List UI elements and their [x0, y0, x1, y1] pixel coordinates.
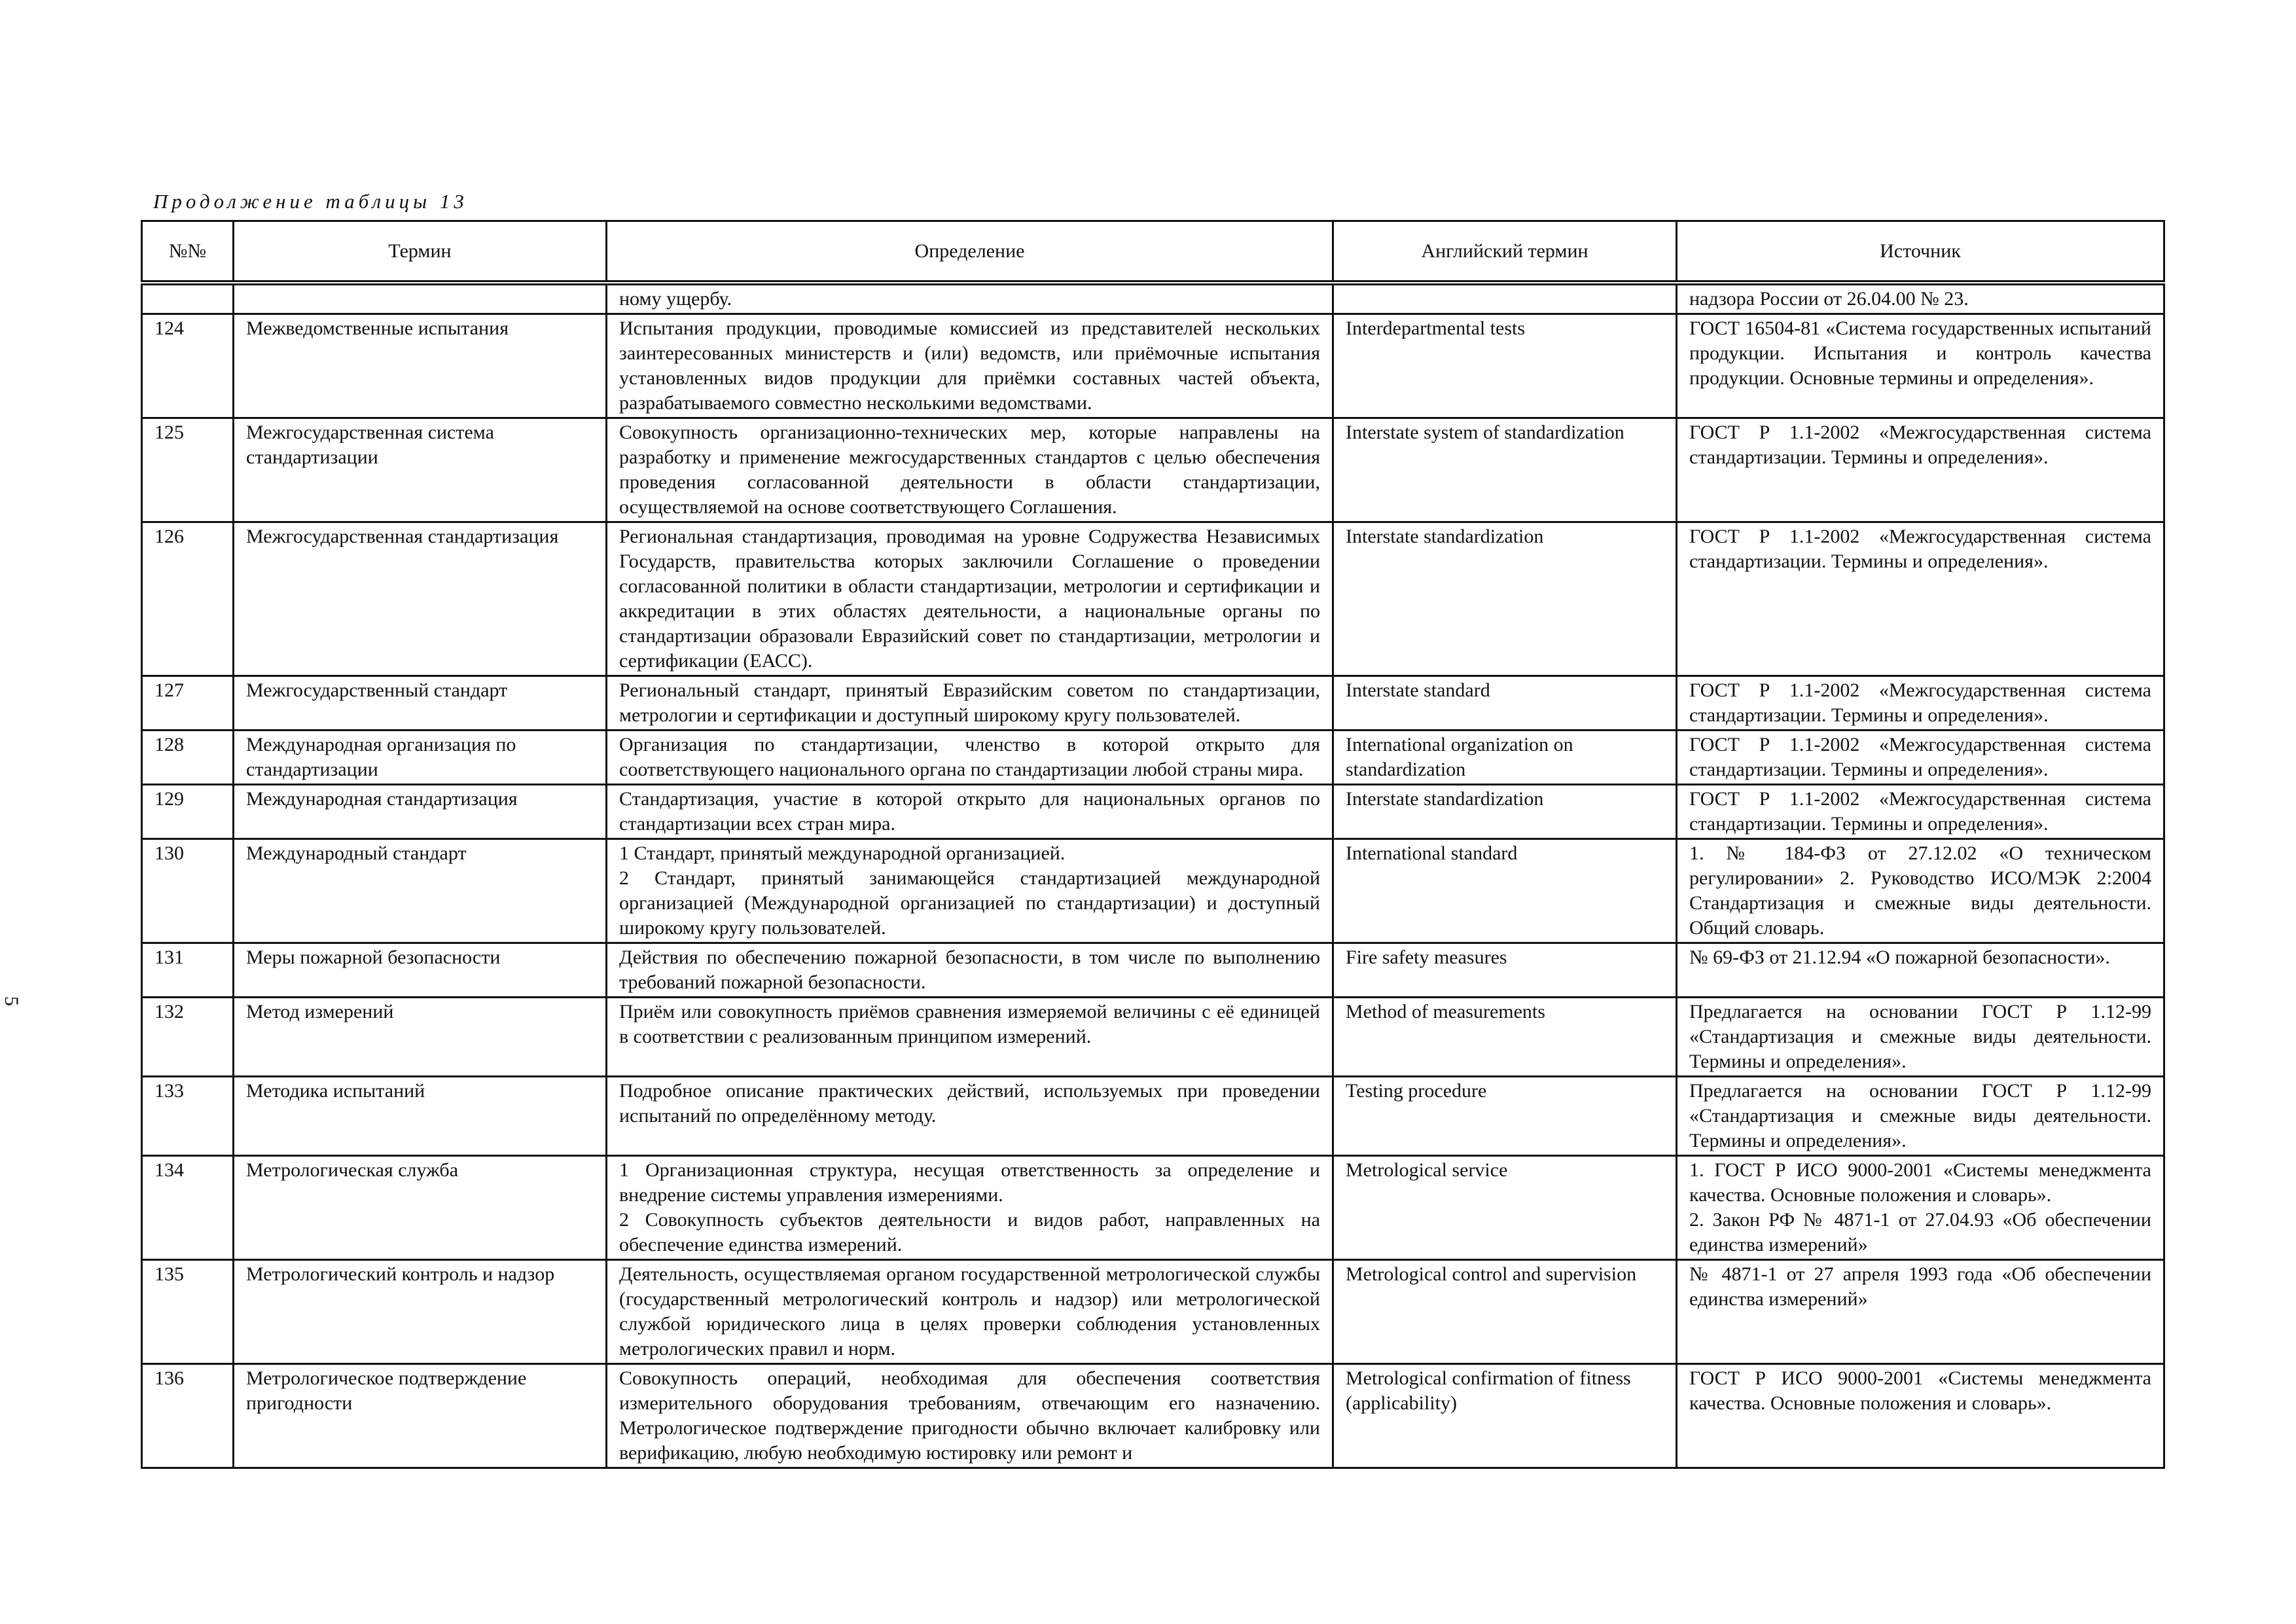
terms-table — [141, 220, 2165, 1469]
row-definition: Приём или совокупность приёмов сравнения измеряемой величины с её единицей в соответствии с реализованным принципом измерений. — [607, 998, 1333, 1077]
page-number: 5 — [1, 996, 22, 1006]
row-definition: 1 Стандарт, принятый международной организацией. 2 Стандарт, принятый занимающейся стандартизацией международной организацией (Международной организацией по стандартизации) и доступный широкому кругу пользователей. — [607, 839, 1333, 943]
row-term: Международная стандартизация — [234, 785, 607, 839]
row-term — [234, 283, 607, 314]
row-number: 127 — [142, 676, 234, 731]
row-term: Международный стандарт — [234, 839, 607, 943]
header-english-term: Английский термин — [1333, 221, 1677, 283]
row-number: 134 — [142, 1156, 234, 1260]
row-number: 130 — [142, 839, 234, 943]
row-source: Предлагается на основании ГОСТ Р 1.12-99 «Стандартизация и смежные виды деятельности. Термины и определения». — [1677, 1077, 2164, 1156]
row-definition: Действия по обеспечению пожарной безопасности, в том числе по выполнению требований пожарной безопасности. — [607, 943, 1333, 998]
row-english-term: Metrological control and supervision — [1333, 1260, 1677, 1364]
row-number: 133 — [142, 1077, 234, 1156]
row-source: ГОСТ Р 1.1-2002 «Межгосударственная система стандартизации. Термины и определения». — [1677, 418, 2164, 522]
table-row — [142, 1364, 2164, 1468]
row-english-term: Metrological confirmation of fitness (applicability) — [1333, 1364, 1677, 1468]
row-english-term — [1333, 283, 1677, 314]
row-definition: Подробное описание практических действий, используемых при проведении испытаний по определённому методу. — [607, 1077, 1333, 1156]
row-definition: Региональный стандарт, принятый Евразийским советом по стандартизации, метрологии и сертификации и доступный широкому кругу пользователей. — [607, 676, 1333, 731]
row-term: Межгосударственная система стандартизации — [234, 418, 607, 522]
table-row — [142, 314, 2164, 418]
row-term: Меры пожарной безопасности — [234, 943, 607, 998]
row-term: Метрологическое подтверждение пригодности — [234, 1364, 607, 1468]
row-source: ГОСТ 16504-81 «Система государственных испытаний продукции. Испытания и контроль качества продукции. Основные термины и определения». — [1677, 314, 2164, 418]
row-source: ГОСТ Р 1.1-2002 «Межгосударственная система стандартизации. Термины и определения». — [1677, 731, 2164, 785]
row-term: Межведомственные испытания — [234, 314, 607, 418]
row-term: Метод измерений — [234, 998, 607, 1077]
row-term: Методика испытаний — [234, 1077, 607, 1156]
header-definition: Определение — [607, 221, 1333, 283]
row-source: № 69-ФЗ от 21.12.94 «О пожарной безопасности». — [1677, 943, 2164, 998]
row-english-term: International standard — [1333, 839, 1677, 943]
row-definition: Совокупность операций, необходимая для обеспечения соответствия измерительного оборудования требованиям, отвечающим его назначению. Метрологическое подтверждение пригодности обычно включает калибровку или верификацию, любую необходимую юстировку или ремонт и — [607, 1364, 1333, 1468]
row-term: Межгосударственный стандарт — [234, 676, 607, 731]
row-english-term: Interstate standardization — [1333, 785, 1677, 839]
row-definition: Стандартизация, участие в которой открыто для национальных органов по стандартизации всех стран мира. — [607, 785, 1333, 839]
row-source: ГОСТ Р 1.1-2002 «Межгосударственная система стандартизации. Термины и определения». — [1677, 785, 2164, 839]
row-term: Международная организация по стандартизации — [234, 731, 607, 785]
row-number: 136 — [142, 1364, 234, 1468]
table-row — [142, 1156, 2164, 1260]
row-source: 1. № 184-ФЗ от 27.12.02 «О техническом регулировании» 2. Руководство ИСО/МЭК 2:2004 Стандартизация и смежные виды деятельности. Общий словарь. — [1677, 839, 2164, 943]
row-definition: Деятельность, осуществляемая органом государственной метрологической службы (государственный метрологический контроль и надзор) или метрологической службой юридического лица в целях проверки соблюдения установленных метрологических правил и норм. — [607, 1260, 1333, 1364]
row-source: надзора России от 26.04.00 № 23. — [1677, 283, 2164, 314]
row-source: ГОСТ Р ИСО 9000-2001 «Системы менеджмента качества. Основные положения и словарь». — [1677, 1364, 2164, 1468]
row-english-term: Interstate standard — [1333, 676, 1677, 731]
table-row — [142, 418, 2164, 522]
header-term: Термин — [234, 221, 607, 283]
row-number: 131 — [142, 943, 234, 998]
row-definition: 1 Организационная структура, несущая ответственность за определение и внедрение системы управления измерениями. 2 Совокупность субъектов деятельности и видов работ, направленных на обеспечение единства измерений. — [607, 1156, 1333, 1260]
row-source: 1. ГОСТ Р ИСО 9000-2001 «Системы менеджмента качества. Основные положения и словарь». 2. Закон РФ № 4871-1 от 27.04.93 «Об обеспечении единства измерений» — [1677, 1156, 2164, 1260]
row-definition: Совокупность организационно-технических мер, которые направлены на разработку и применение межгосударственных стандартов с целью обеспечения проведения согласованной деятельности в области стандартизации, осуществляемой на основе соответствующего Соглашения. — [607, 418, 1333, 522]
row-english-term: Method of measurements — [1333, 998, 1677, 1077]
table-row — [142, 1260, 2164, 1364]
row-term: Метрологическая служба — [234, 1156, 607, 1260]
row-source: ГОСТ Р 1.1-2002 «Межгосударственная система стандартизации. Термины и определения». — [1677, 676, 2164, 731]
row-number: 126 — [142, 522, 234, 676]
row-english-term: Testing procedure — [1333, 1077, 1677, 1156]
row-english-term: Interdepartmental tests — [1333, 314, 1677, 418]
table-row — [142, 522, 2164, 676]
table-row — [142, 676, 2164, 731]
row-english-term: Metrological service — [1333, 1156, 1677, 1260]
row-english-term: Interstate standardization — [1333, 522, 1677, 676]
row-source: ГОСТ Р 1.1-2002 «Межгосударственная система стандартизации. Термины и определения». — [1677, 522, 2164, 676]
row-number: 132 — [142, 998, 234, 1077]
row-english-term: Interstate system of standardization — [1333, 418, 1677, 522]
row-definition: Организация по стандартизации, членство в которой открыто для соответствующего национального органа по стандартизации любой страны мира. — [607, 731, 1333, 785]
table-row — [142, 1077, 2164, 1156]
table-header-row — [142, 221, 2164, 283]
header-source: Источник — [1677, 221, 2164, 283]
row-definition: ному ущербу. — [607, 283, 1333, 314]
row-source: Предлагается на основании ГОСТ Р 1.12-99 «Стандартизация и смежные виды деятельности. Термины и определения». — [1677, 998, 2164, 1077]
row-number: 125 — [142, 418, 234, 522]
table-row — [142, 839, 2164, 943]
row-term: Межгосударственная стандартизация — [234, 522, 607, 676]
table-row — [142, 785, 2164, 839]
row-number: 129 — [142, 785, 234, 839]
row-number: 124 — [142, 314, 234, 418]
row-number — [142, 283, 234, 314]
table-row — [142, 998, 2164, 1077]
row-term: Метрологический контроль и надзор — [234, 1260, 607, 1364]
row-english-term: Fire safety measures — [1333, 943, 1677, 998]
row-definition: Региональная стандартизация, проводимая на уровне Содружества Независимых Государств, правительства которых заключили Соглашение о проведении согласованной политики в области стандартизации, метрологии и сертификации и аккредитации в этих областях деятельности, а национальные органы по стандартизации образовали Евразийский совет по стандартизации, метрологии и сертификации (ЕАСС). — [607, 522, 1333, 676]
table-row — [142, 731, 2164, 785]
table-row — [142, 943, 2164, 998]
row-number: 128 — [142, 731, 234, 785]
row-definition: Испытания продукции, проводимые комиссией из представителей нескольких заинтересованных министерств и (или) ведомств, или приёмочные испытания установленных видов продукции для приёмки составных частей объекта, разрабатываемого совместно несколькими ведомствами. — [607, 314, 1333, 418]
table-caption: Продолжение таблицы 13 — [153, 190, 468, 213]
row-source: № 4871-1 от 27 апреля 1993 года «Об обеспечении единства измерений» — [1677, 1260, 2164, 1364]
header-number: №№ — [142, 221, 234, 283]
row-number: 135 — [142, 1260, 234, 1364]
table-row-carryover — [142, 283, 2164, 314]
row-english-term: International organization on standardization — [1333, 731, 1677, 785]
